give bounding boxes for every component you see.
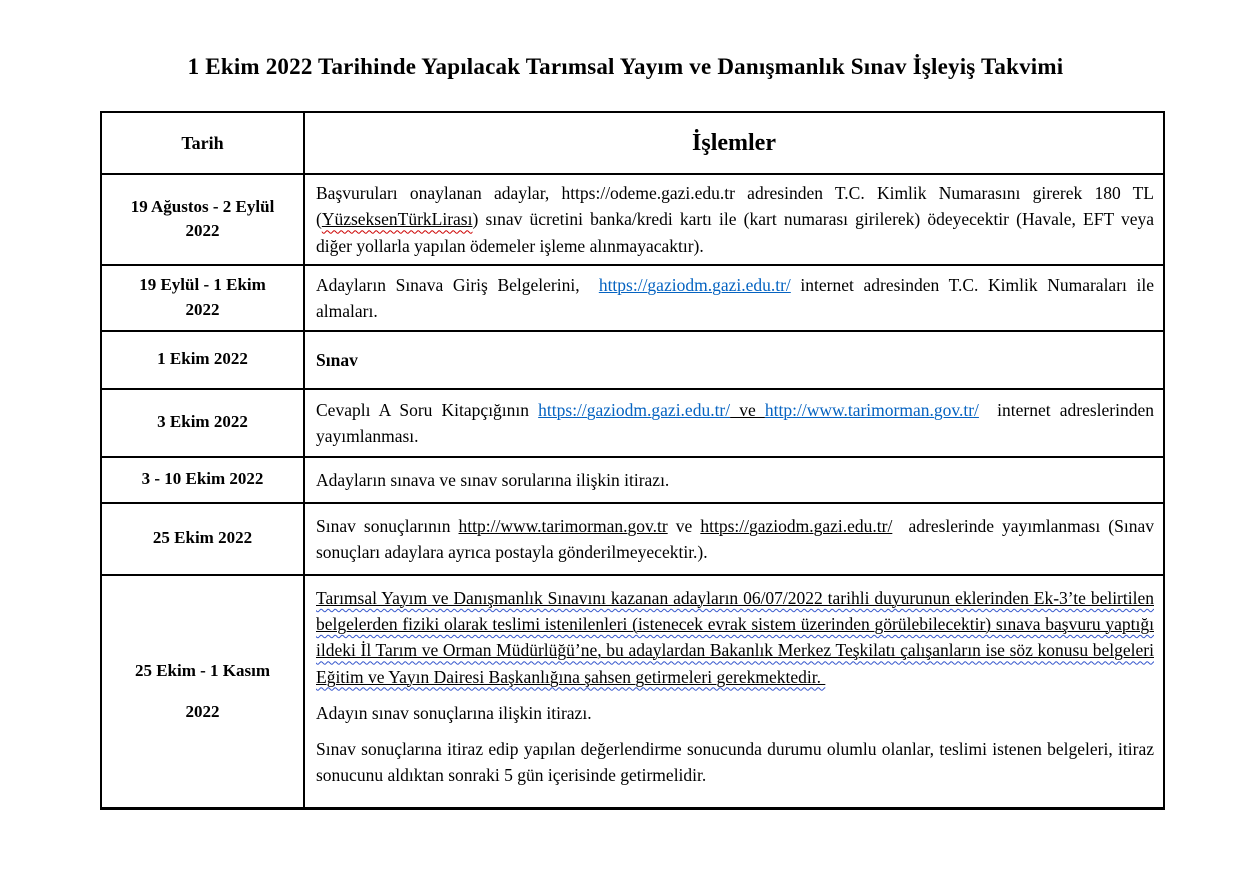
date-cell (101, 503, 304, 575)
table-header-row (101, 112, 1164, 174)
blue-squiggle-underline: Tarımsal Yayım ve Danışmanlık Sınavını kazanan adayların 06/07/2022 tarihli duyurunun eklerinden Ek-3’te belirtilen belgelerden fiziki olarak teslimi istenilenleri (istenecek evrak sistem üzerinden görülebilecektir) sınava başvuru yaptığı ildeki İl Tarım ve Orman Müdürlüğü’ne, bu adaylardan Bakanlık Merkez Teşkilatı çalışanların ise söz konusu belgeleri Eğitim ve Yayın Dairesi Başkanlığına şahsen getirmeleri gerekmektedir. (316, 587, 1154, 687)
operations-cell (304, 331, 1164, 389)
date-line: 1 Ekim 2022 (157, 349, 248, 369)
column-header-operations: İşlemler (304, 112, 1164, 174)
operations-cell (304, 457, 1164, 503)
date-cell (101, 174, 304, 265)
table-row (101, 457, 1164, 503)
text-segment: ve (667, 515, 701, 536)
operations-paragraph (316, 736, 1154, 789)
text-segment: Sınav sonuçlarına itiraz edip yapılan değerlendirme sonucunda durumu olumlu olanlar, teslimi istenen belgeleri, itiraz sonucunu aldıktan sonraki 5 gün içerisinde getirmelidir. (316, 739, 1154, 786)
operations-paragraph (316, 347, 1154, 373)
date-cell (101, 389, 304, 457)
operations-cell (304, 503, 1164, 575)
text-segment: Cevaplı A Soru Kitapçığının (316, 399, 539, 420)
column-header-date: Tarih (101, 112, 304, 174)
text-segment: internet adresinden T.C. Kimlik Numaraları ile almaları. (316, 274, 1154, 321)
operations-paragraph (316, 467, 1154, 493)
operations-cell (304, 174, 1164, 265)
table-row (101, 389, 1164, 457)
hyperlink[interactable]: http://www.tarimorman.gov.tr/ (764, 399, 979, 420)
date-line: 19 Ağustos - 2 Eylül (130, 196, 275, 216)
text-segment: Başvuruları onaylanan adaylar, https://odeme.gazi.edu.tr adresinden T.C. Kimlik Numarasını girerek 180 TL ( (316, 183, 1154, 230)
date-line: 2022 (185, 299, 220, 319)
text-segment: ve (730, 399, 765, 420)
text-segment: adreslerinde yayımlanması (Sınav sonuçları adaylara ayrıca postayla gönderilmeyecektir.). (316, 515, 1154, 562)
table-row (101, 575, 1164, 809)
operations-paragraph (316, 272, 1154, 325)
spellcheck-flagged-text (322, 209, 473, 229)
date-line: 25 Ekim - 1 Kasım (134, 660, 271, 680)
date-cell (101, 265, 304, 331)
schedule-table-body (101, 174, 1164, 809)
operations-cell (304, 265, 1164, 331)
schedule-table (100, 111, 1165, 810)
date-line: 2022 (185, 701, 220, 721)
text-segment: Sınav sonuçlarının (316, 515, 459, 536)
text-segment: Adayların Sınava Giriş Belgelerini, (316, 274, 599, 295)
hyperlink[interactable]: https://gaziodm.gazi.edu.tr/ (598, 274, 791, 295)
date-line: 25 Ekim 2022 (152, 528, 253, 548)
text-segment: Adayların sınava ve sınav sorularına ilişkin itirazı. (316, 469, 670, 490)
operations-cell (304, 575, 1164, 809)
page-title: 1 Ekim 2022 Tarihinde Yapılacak Tarımsal Yayım ve Danışmanlık Sınav İşleyiş Takvimi (187, 54, 1064, 79)
date-cell (101, 575, 304, 809)
red-squiggle-underline: YüzseksenTürkLirası (321, 209, 473, 230)
text-segment: Sınav (316, 349, 358, 370)
date-line: 3 - 10 Ekim 2022 (141, 469, 264, 489)
text-segment: ) sınav ücretini banka/kredi kartı ile (kart numarası girilerek) ödeyecektir (Havale, EFT veya diğer yollarla yapılan ödemeler işleme alınmayacaktır). (316, 209, 1154, 256)
operations-paragraph (316, 397, 1154, 450)
operations-paragraph (316, 513, 1154, 566)
date-cell (101, 457, 304, 503)
text-segment: internet adreslerinden yayımlanması. (316, 399, 1154, 446)
grammar-flagged-text (316, 588, 1154, 687)
table-row (101, 174, 1164, 265)
table-row (101, 503, 1164, 575)
date-cell (101, 331, 304, 389)
text-segment: Adayın sınav sonuçlarına ilişkin itirazı. (316, 702, 592, 723)
date-line: 3 Ekim 2022 (157, 412, 248, 432)
date-line: 19 Eylül - 1 Ekim (139, 275, 266, 295)
table-row (101, 265, 1164, 331)
operations-paragraph (316, 585, 1154, 690)
table-row (101, 331, 1164, 389)
text-segment: http://www.tarimorman.gov.tr (458, 515, 668, 536)
operations-cell (304, 389, 1164, 457)
operations-paragraph (316, 700, 1154, 726)
date-line: 2022 (185, 221, 220, 241)
operations-paragraph (316, 180, 1154, 259)
text-segment: https://gaziodm.gazi.edu.tr/ (700, 515, 893, 536)
hyperlink[interactable]: https://gaziodm.gazi.edu.tr/ (538, 399, 731, 420)
